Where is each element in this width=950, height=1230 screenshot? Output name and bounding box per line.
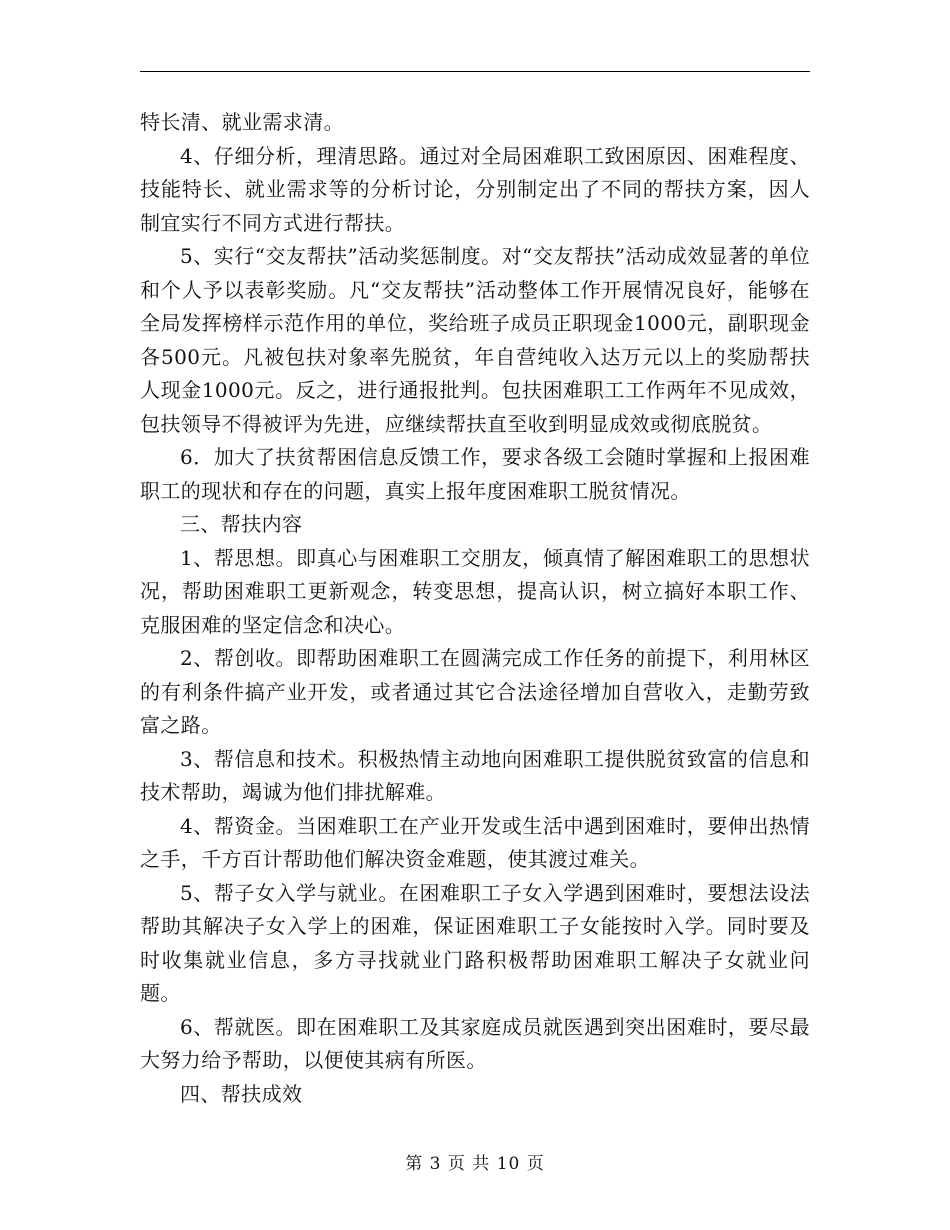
paragraph-item-6-feedback: 6．加大了扶贫帮困信息反馈工作，要求各级工会随时掌握和上报困难职工的现状和存在的问题，真实上报年度困难职工脱贫情况。 <box>140 445 810 503</box>
paragraph-item-4-analysis: 4、仔细分析，理清思路。通过对全局困难职工致困原因、困难程度、技能特长、就业需求等的分析讨论，分别制定出了不同的帮扶方案，因人制宜实行不同方式进行帮扶。 <box>140 143 810 235</box>
paragraph-help-children: 5、帮子女入学与就业。在困难职工子女入学遇到困难时，要想法设法帮助其解决子女入学上的困难，保证困难职工子女能按时入学。同时要及时收集就业信息，多方寻找就业门路积极帮助困难职工解决子女就业问题。 <box>140 880 810 1005</box>
paragraph-help-income: 2、帮创收。即帮助困难职工在圆满完成工作任务的前提下，利用林区的有利条件搞产业开发，或者通过其它合法途径增加自营收入，走勤劳致富之路。 <box>140 646 810 737</box>
section-heading-3: 三、帮扶内容 <box>180 512 303 536</box>
header-rule <box>140 71 810 72</box>
paragraph-help-medical: 6、帮就医。即在困难职工及其家庭成员就医遇到突出困难时，要尽最大努力给予帮助，以便使其病有所医。 <box>140 1014 810 1072</box>
section-heading-4: 四、帮扶成效 <box>180 1081 303 1106</box>
document-body <box>140 106 810 1111</box>
paragraph-help-information: 3、帮信息和技术。积极热情主动地向困难职工提供脱贫致富的信息和技术帮助，竭诚为他们排扰解难。 <box>140 746 810 804</box>
paragraph-item-5-reward-system: 5、实行“交友帮扶”活动奖惩制度。对“交友帮扶”活动成效显著的单位和个人予以表彰奖励。凡“交友帮扶”活动整体工作开展情况良好，能够在全局发挥榜样示范作用的单位，奖给班子成员正职现金1000元，副职现金各500元。凡被包扶对象率先脱贫，年自营纯收入达万元以上的奖励帮扶人现金1000元。反之，进行通报批判。包扶困难职工工作两年不见成效，包扶领导不得被评为先进，应继续帮扶直至收到明显成效或彻底脱贫。 <box>140 244 810 436</box>
paragraph-help-funds: 4、帮资金。当困难职工在产业开发或生活中遇到困难时，要伸出热情之手，千方百计帮助他们解决资金难题，使其渡过难关。 <box>140 813 810 871</box>
paragraph-continuation: 特长清、就业需求清。 <box>140 110 344 134</box>
paragraph-help-thought: 1、帮思想。即真心与困难职工交朋友，倾真情了解困难职工的思想状况，帮助困难职工更新观念，转变思想，提高认识，树立搞好本职工作、克服困难的坚定信念和决心。 <box>140 545 810 637</box>
page-number-footer: 第 3 页 共 10 页 <box>405 1154 545 1174</box>
